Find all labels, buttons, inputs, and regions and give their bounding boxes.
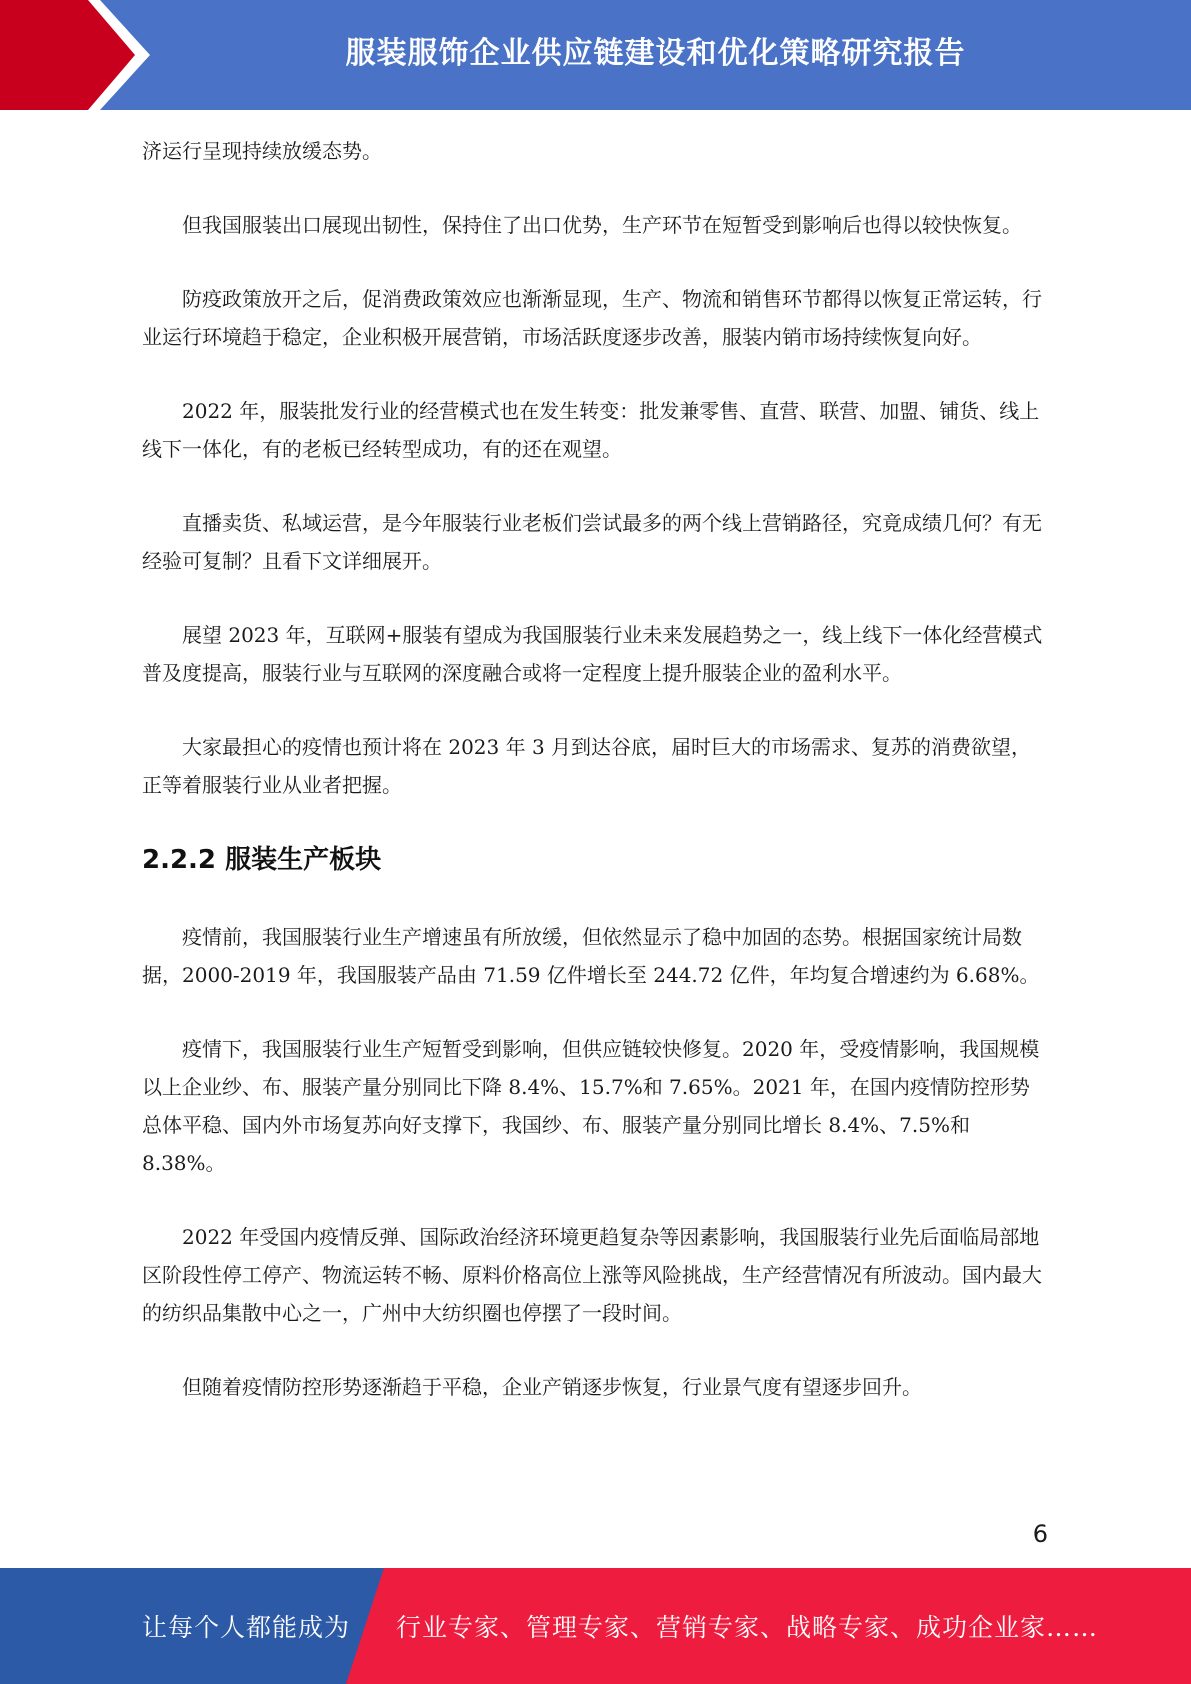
footer-slogan-left: 让每个人都能成为 xyxy=(142,1613,351,1642)
paragraph: 但我国服装出口展现出韧性，保持住了出口优势，生产环节在短暂受到影响后也得以较快恢复。 xyxy=(182,213,1022,237)
paragraph: 2022 年受国内疫情反弹、国际政治经济环境更趋复杂等因素影响，我国服装行业先后面临局部地区阶段性停工停产、物流运转不畅、原料价格高位上涨等风险挑战，生产经营情况有所波动。国内最大的纺织品集散中心之一，广州中大纺织圈也停摆了一段时间。 xyxy=(142,1225,1042,1325)
paragraph: 济运行呈现持续放缓态势。 xyxy=(142,139,382,163)
paragraph: 防疫政策放开之后，促消费政策效应也渐渐显现，生产、物流和销售环节都得以恢复正常运转，行业运行环境趋于稳定，企业积极开展营销，市场活跃度逐步改善，服装内销市场持续恢复向好。 xyxy=(142,287,1042,349)
paragraph: 大家最担心的疫情也预计将在 2023 年 3 月到达谷底，届时巨大的市场需求、复苏的消费欲望，正等着服装行业从业者把握。 xyxy=(142,735,1032,797)
paragraph: 直播卖货、私域运营，是今年服装行业老板们尝试最多的两个线上营销路径，究竟成绩几何？有无经验可复制？且看下文详细展开。 xyxy=(142,511,1042,573)
page-header xyxy=(0,0,1191,110)
paragraph: 2022 年，服装批发行业的经营模式也在发生转变：批发兼零售、直营、联营、加盟、铺货、线上线下一体化，有的老板已经转型成功，有的还在观望。 xyxy=(142,399,1040,461)
paragraph: 展望 2023 年，互联网+服装有望成为我国服装行业未来发展趋势之一，线上线下一体化经营模式普及度提高，服装行业与互联网的深度融合或将一定程度上提升服装企业的盈利水平。 xyxy=(142,623,1043,685)
page-footer xyxy=(0,1568,1191,1684)
header-chevron-icon xyxy=(0,0,160,110)
page-number: 6 xyxy=(1032,1520,1048,1548)
footer-slogan-right: 行业专家、管理专家、营销专家、战略专家、成功企业家…… xyxy=(396,1613,1099,1642)
section-heading: 2.2.2 服装生产板块 xyxy=(142,845,382,875)
report-title: 服装服饰企业供应链建设和优化策略研究报告 xyxy=(345,36,966,71)
paragraph: 但随着疫情防控形势逐渐趋于平稳，企业产销逐步恢复，行业景气度有望逐步回升。 xyxy=(182,1375,922,1399)
paragraph: 疫情下，我国服装行业生产短暂受到影响，但供应链较快修复。2020 年，受疫情影响，我国规模以上企业纱、布、服装产量分别同比下降 8.4%、15.7%和 7.65%。2021 年，在国内疫情防控形势总体平稳、国内外市场复苏向好支撑下，我国纱、布、服装产量分别同比增长 8.4%、7.5%和 8.38%。 xyxy=(142,1037,1040,1175)
paragraph: 疫情前，我国服装行业生产增速虽有所放缓，但依然显示了稳中加固的态势。根据国家统计局数据，2000-2019 年，我国服装产品由 71.59 亿件增长至 244.72 亿件，年均复合增速约为 6.68%。 xyxy=(142,925,1040,987)
main-content xyxy=(142,132,1047,1442)
